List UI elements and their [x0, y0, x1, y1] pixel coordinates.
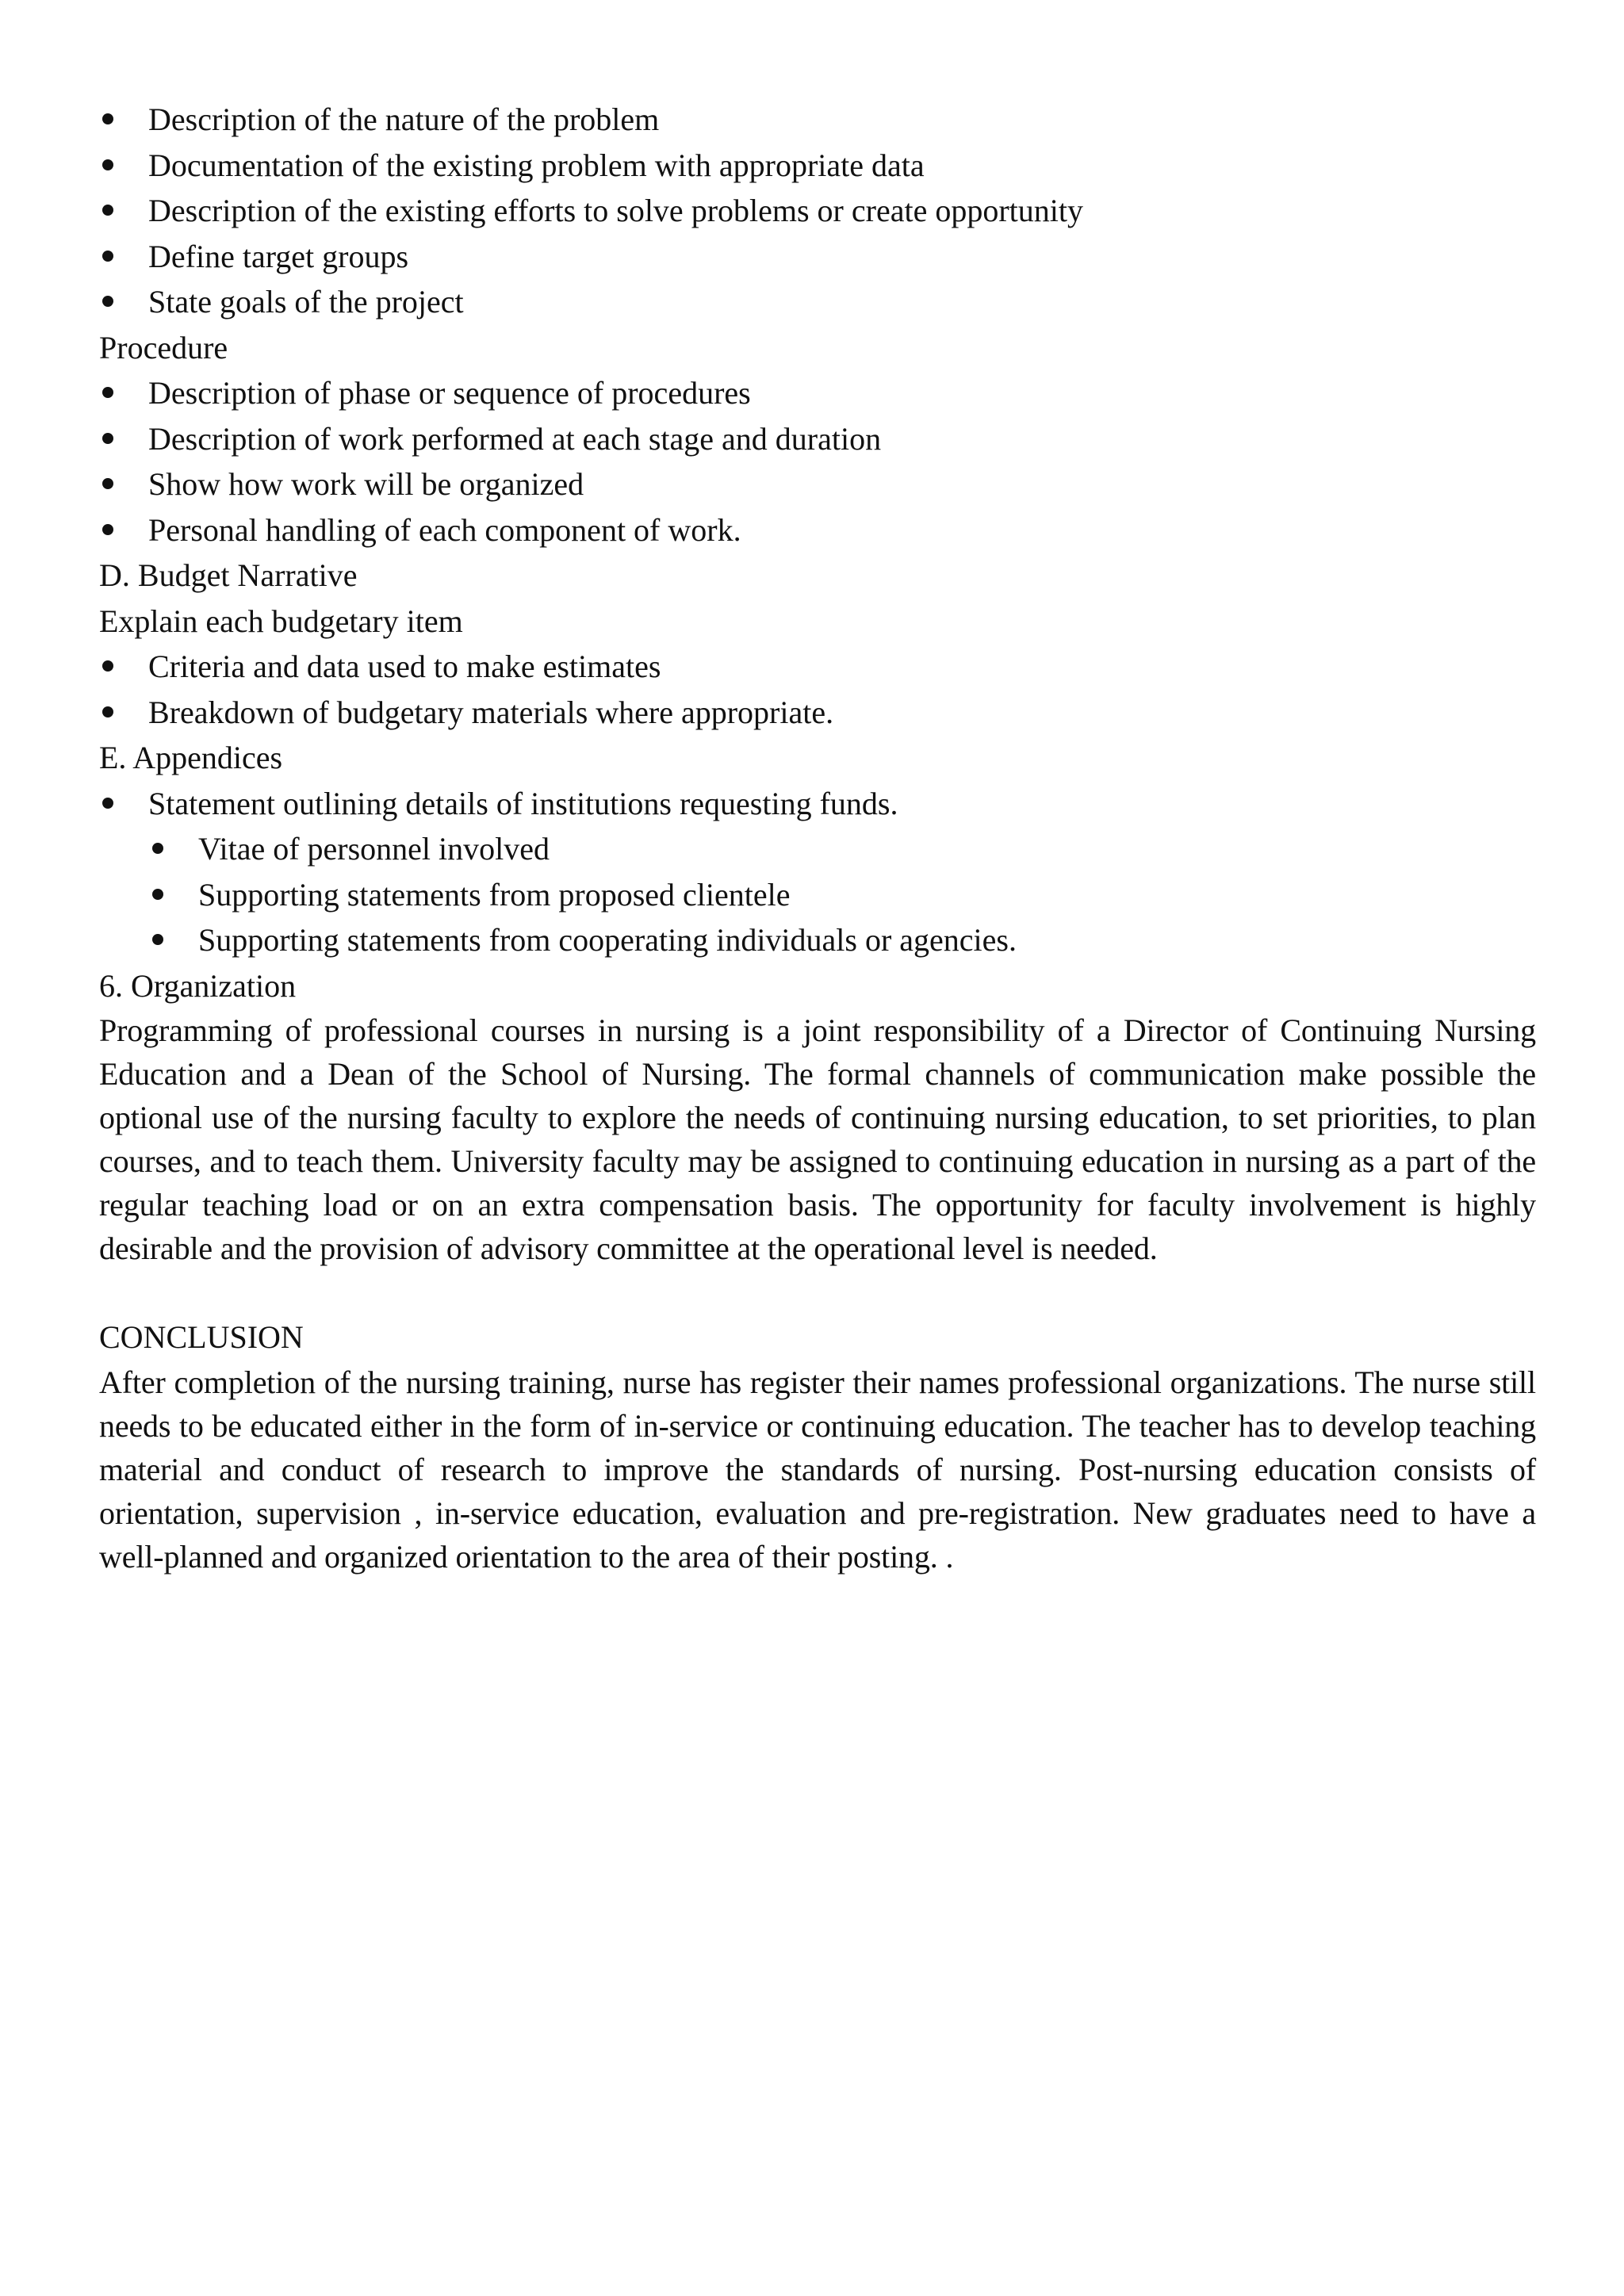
list-item: Description of the existing efforts to solve problems or create opportunity — [99, 188, 1536, 234]
bullet-icon — [102, 706, 113, 718]
list-item: Description of work performed at each stage and duration — [99, 416, 1536, 462]
list-item: Criteria and data used to make estimates — [99, 644, 1536, 690]
organization-paragraph: Programming of professional courses in nursing is a joint responsibility of a Director of Continuing Nursing Education and a Dean of the School of Nursing. The formal channels of communication make possible the optional use of the nursing faculty to explore the needs of continuing nursing education, to set priorities, to plan courses, and to teach them. University faculty may be assigned to continuing education in nursing as a part of the regular teaching load or on an extra compensation basis. The opportunity for faculty involvement is highly desirable and the provision of advisory committee at the operational level is needed. — [99, 1012, 1536, 1266]
budget-intro: Explain each budgetary item — [99, 603, 463, 639]
bullet-icon — [102, 205, 113, 216]
list-item: State goals of the project — [99, 279, 1536, 325]
bullet-icon — [102, 798, 113, 809]
bullet-icon — [102, 251, 113, 262]
organization-heading: 6. Organization — [99, 967, 297, 1004]
bullet-icon — [102, 296, 113, 307]
list-item: Statement outlining details of institutions requesting funds. — [99, 781, 1536, 827]
budget-heading: D. Budget Narrative — [99, 557, 358, 593]
sub-list-item: Vitae of personnel involved — [99, 826, 1536, 872]
bullet-icon — [102, 159, 113, 170]
section-spacer — [99, 1270, 1536, 1314]
list-item: Define target groups — [99, 234, 1536, 280]
bullet-icon — [102, 387, 113, 398]
bullet-icon — [102, 433, 113, 444]
list-item: Breakdown of budgetary materials where appropriate. — [99, 690, 1536, 736]
list-item: Show how work will be organized — [99, 461, 1536, 507]
sub-list-item: Supporting statements from proposed clientele — [99, 872, 1536, 918]
bullet-icon — [102, 524, 113, 535]
sub-list-item: Supporting statements from cooperating individuals or agencies. — [99, 917, 1536, 963]
list-item: Description of the nature of the problem — [99, 97, 1536, 143]
procedure-heading: Procedure — [99, 329, 228, 365]
bullet-icon — [102, 113, 113, 124]
bullet-icon — [102, 660, 113, 672]
bullet-icon — [152, 843, 163, 854]
conclusion-heading: CONCLUSION — [99, 1319, 304, 1355]
conclusion-paragraph: After completion of the nursing training, nurse has register their names professional organizations. The nurse still needs to be educated either in the form of in-service or continuing education. The teacher has to develop teaching material and conduct of research to improve the standards of nursing. Post-nursing education consists of orientation, supervision , in-service education, evaluation and pre-registration. New graduates need to have a well-planned and organized orientation to the area of their posting. . — [99, 1364, 1536, 1575]
list-item: Documentation of the existing problem with appropriate data — [99, 143, 1536, 189]
bullet-icon — [152, 889, 163, 900]
document-page — [99, 97, 1536, 1578]
list-item: Personal handling of each component of work. — [99, 507, 1536, 553]
appendices-heading: E. Appendices — [99, 740, 283, 775]
bullet-icon — [102, 478, 113, 489]
list-item: Description of phase or sequence of procedures — [99, 370, 1536, 416]
bullet-icon — [152, 934, 163, 945]
